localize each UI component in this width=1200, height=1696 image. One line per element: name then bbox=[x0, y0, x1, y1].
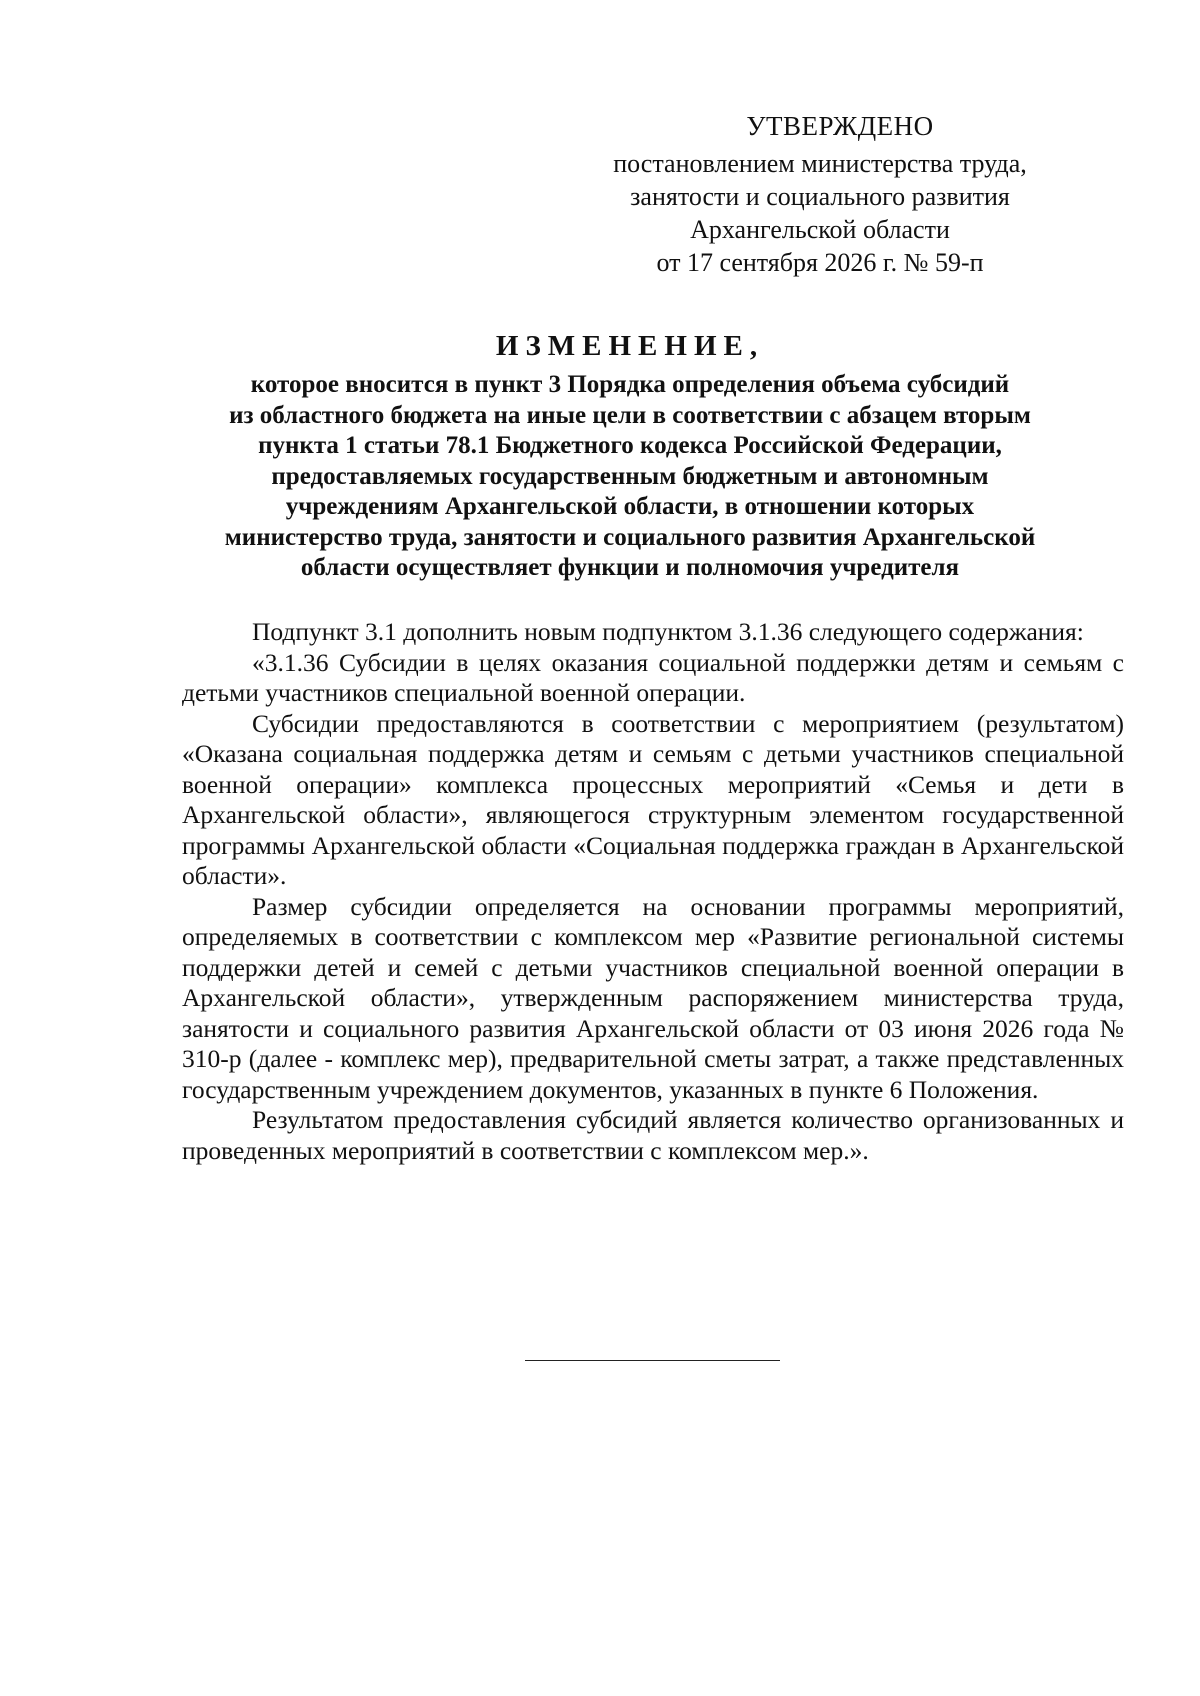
subtitle-line: учреждениям Архангельской области, в отношении которых bbox=[285, 493, 975, 520]
subtitle-line: которое вносится в пункт 3 Порядка определения объема субсидий bbox=[250, 371, 1010, 398]
document-body bbox=[182, 617, 1124, 1166]
body-paragraph: Размер субсидии определяется на основании программы мероприятий, определяемых в соответствии с комплексом мер «Развитие региональной системы поддержки детей и семей с детьми участников специальной военной операции в Архангельской области», утвержденным распоряжением министерства труда, занятости и социального развития Архангельской области от 03 июня 2026 года № 310-р (далее - комплекс мер), предварительной сметы затрат, а также представленных государственным учреждением документов, указанных в пункте 6 Положения. bbox=[182, 891, 1124, 1104]
approval-stamp-title: УТВЕРЖДЕНО bbox=[746, 111, 934, 141]
document-subtitle bbox=[150, 370, 1110, 584]
subtitle-line: из областного бюджета на иные цели в соответствии с абзацем вторым bbox=[229, 401, 1031, 429]
approval-line: постановлением министерства труда, bbox=[613, 149, 1027, 178]
document-heading bbox=[150, 326, 1110, 584]
approval-block bbox=[560, 110, 1080, 279]
subtitle-line: пункта 1 статьи 78.1 Бюджетного кодекса Российской Федерации, bbox=[258, 432, 1002, 459]
approval-date-number: от 17 сентября 2026 г. № 59-п bbox=[656, 248, 984, 277]
end-separator-line bbox=[525, 1360, 780, 1361]
body-paragraph: «3.1.36 Субсидии в целях оказания социальной поддержки детям и семьям с детьми участников специальной военной операции. bbox=[182, 647, 1124, 707]
subtitle-line: области осуществляет функции и полномочия учредителя bbox=[300, 554, 960, 581]
approval-line: Архангельской области bbox=[690, 215, 950, 244]
body-paragraph: Субсидии предоставляются в соответствии с мероприятием (результатом) «Оказана социальная поддержка детям и семьям с детьми участников специальной военной операции» комплекса процессных мероприятий «Семья и дети в Архангельской области», являющегося структурным элементом государственной программы Архангельской области «Социальная поддержка граждан в Архангельской области». bbox=[182, 708, 1124, 890]
subtitle-line: предоставляемых государственным бюджетным и автономным bbox=[271, 462, 989, 490]
document-title: ИЗМЕНЕНИЕ, bbox=[495, 330, 765, 362]
approval-line: занятости и социального развития bbox=[630, 182, 1010, 211]
body-paragraph: Результатом предоставления субсидий является количество организованных и проведенных мероприятий в соответствии с комплексом мер.». bbox=[182, 1105, 1124, 1165]
body-paragraph: Подпункт 3.1 дополнить новым подпунктом 3.1.36 следующего содержания: bbox=[252, 617, 1084, 646]
subtitle-line: министерство труда, занятости и социального развития Архангельской bbox=[224, 523, 1036, 551]
